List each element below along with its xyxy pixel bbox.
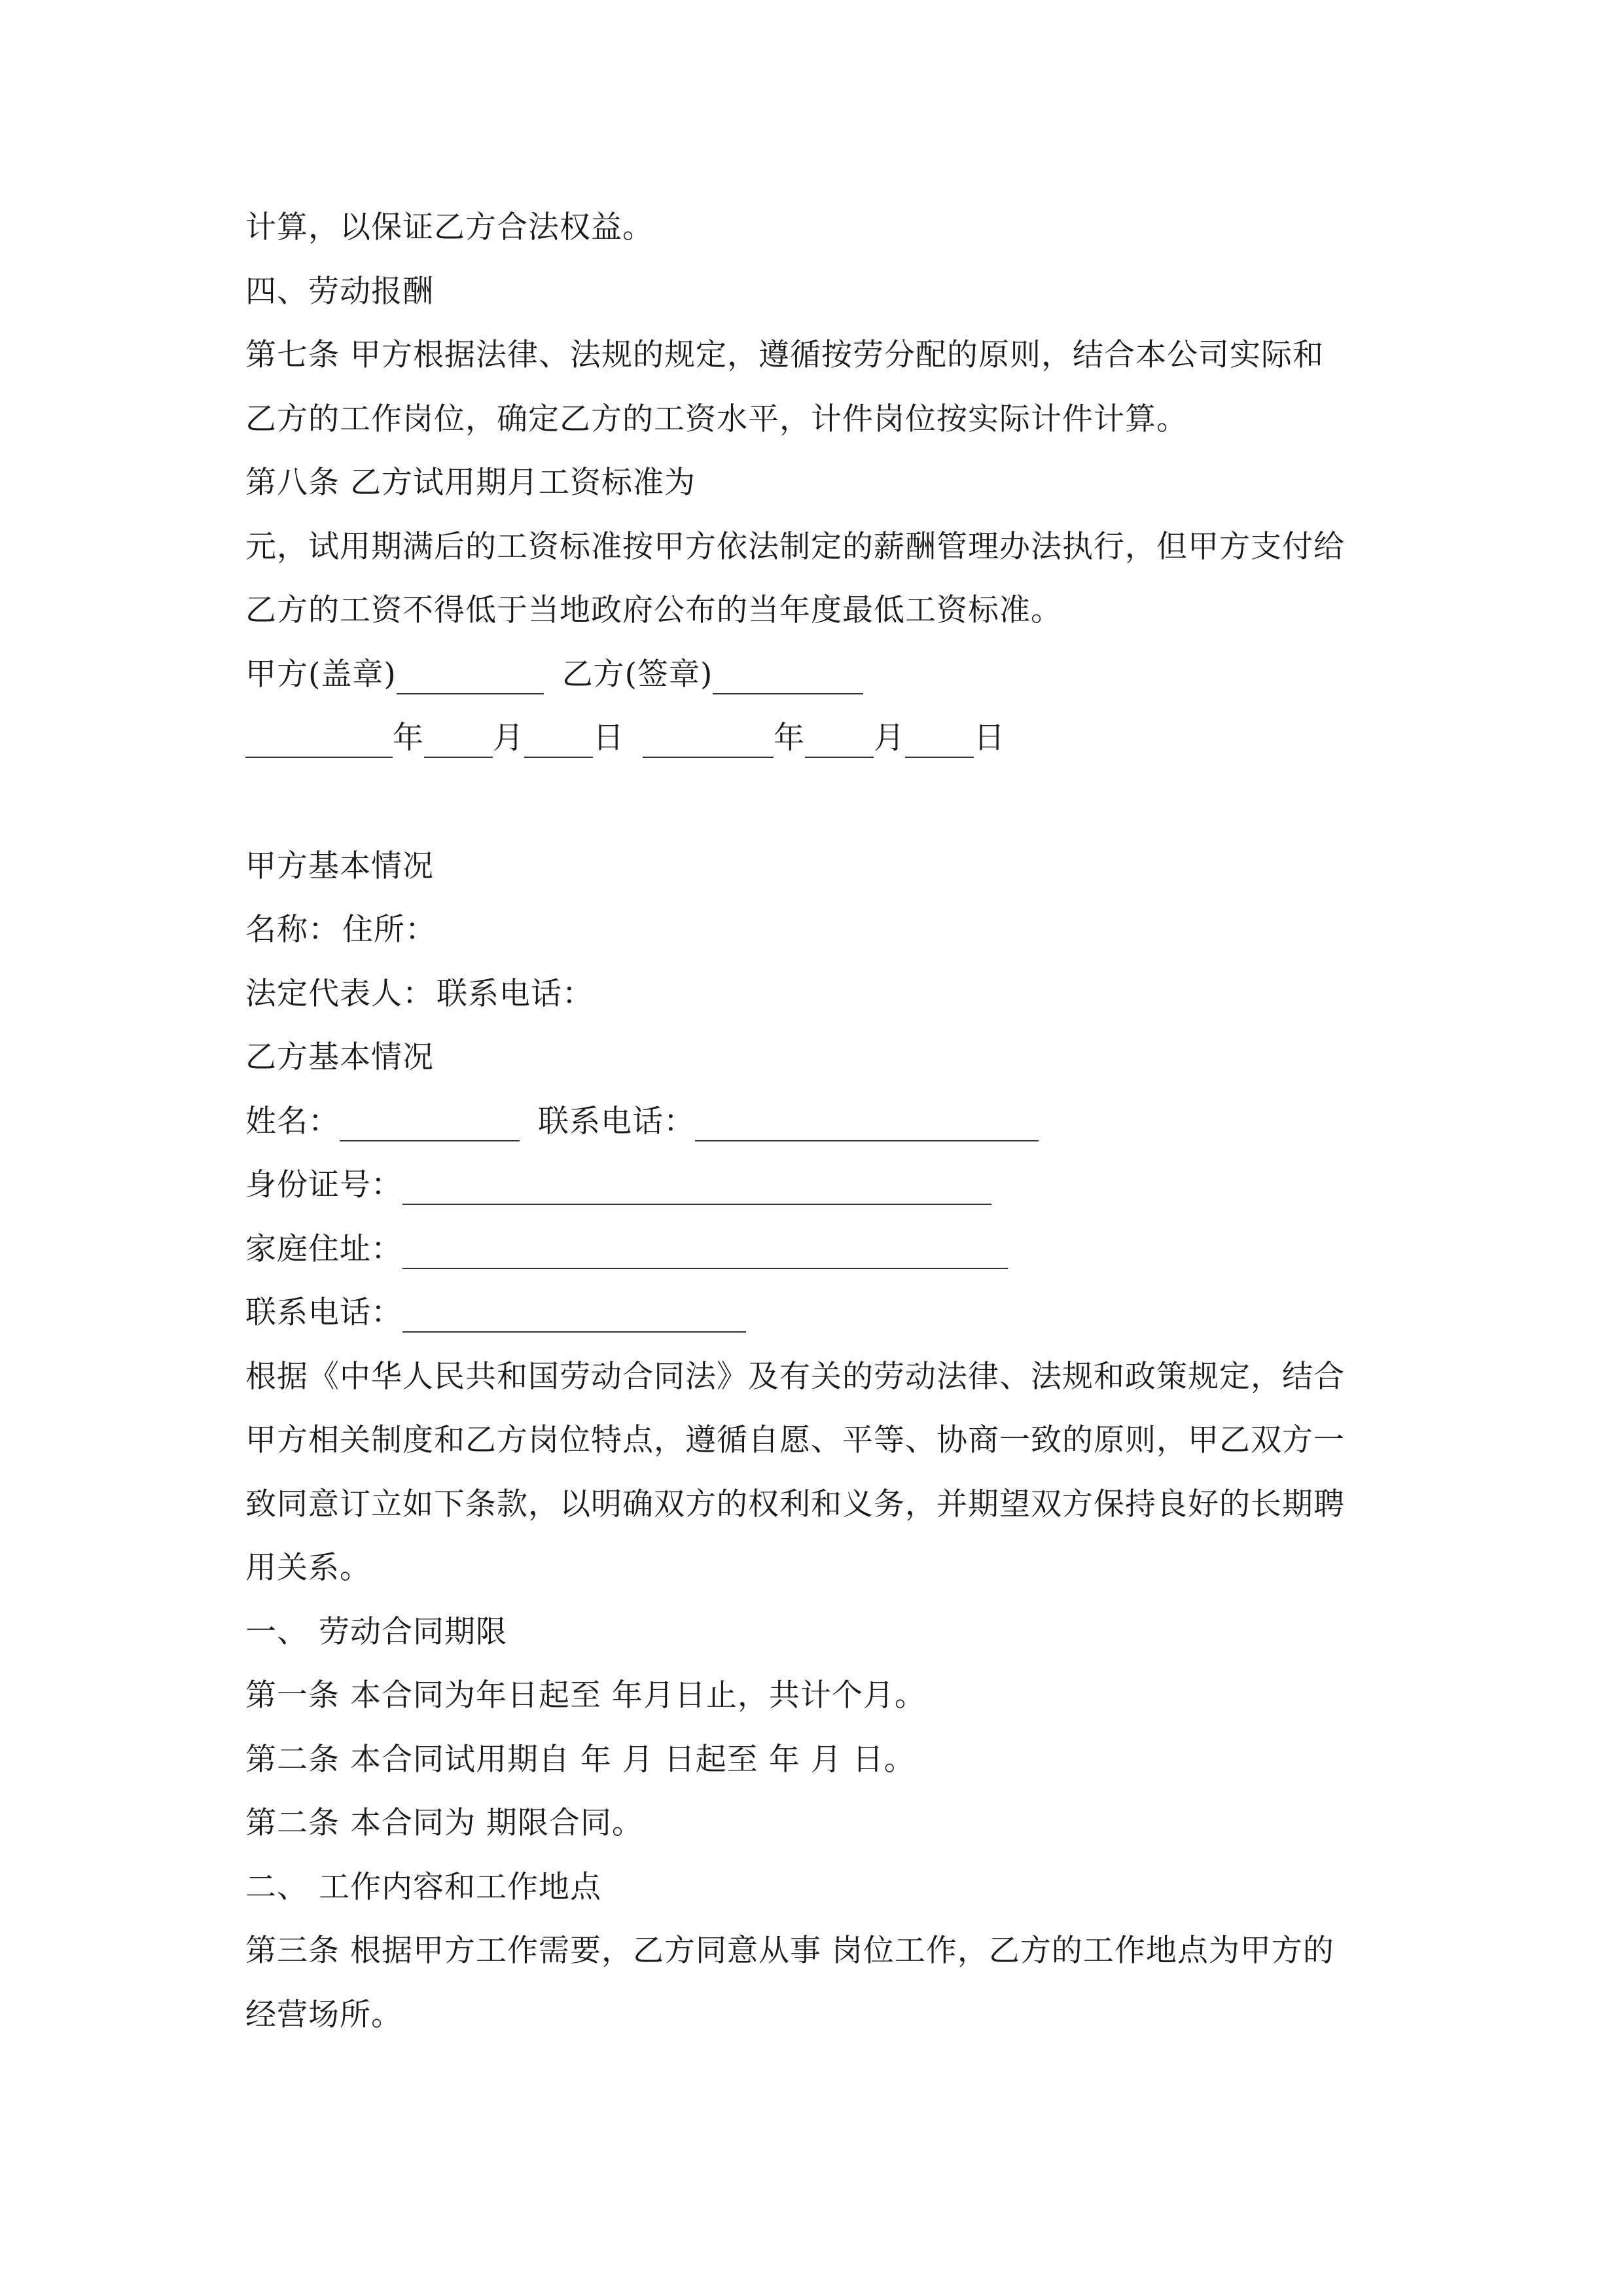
party-a-address-label: 住所： — [342, 912, 437, 948]
article-8-line-1: 第八条 乙方试用期月工资标准为 — [245, 465, 696, 501]
month-label: 月 — [493, 720, 524, 756]
month-label: 月 — [874, 720, 905, 756]
article-3-line-2: 经营场所。 — [245, 1997, 402, 2033]
date-b-year-blank[interactable] — [643, 728, 774, 758]
party-b-name-blank[interactable] — [340, 1111, 520, 1141]
party-b-id-row — [245, 1166, 991, 1205]
party-b-heading: 乙方基本情况 — [245, 1039, 434, 1075]
date-a-day-blank[interactable] — [524, 728, 593, 758]
section-heading-remuneration: 四、劳动报酬 — [245, 274, 434, 310]
party-a-seal-label: 甲方(盖章) — [245, 656, 397, 692]
preamble-line-2: 甲方相关制度和乙方岗位特点，遵循自愿、平等、协商一致的原则，甲乙双方一 — [245, 1422, 1345, 1458]
preamble-line-1: 根据《中华人民共和国劳动合同法》及有关的劳动法律、法规和政策规定，结合 — [245, 1359, 1345, 1395]
article-3-line-1: 第三条 根据甲方工作需要，乙方同意从事 岗位工作，乙方的工作地点为甲方的 — [245, 1933, 1334, 1969]
article-7-line-2: 乙方的工作岗位，确定乙方的工资水平，计件岗位按实际计件计算。 — [245, 401, 1188, 437]
party-b-id-blank[interactable] — [402, 1175, 991, 1205]
party-b-home-row — [245, 1230, 1008, 1269]
party-b-home-blank[interactable] — [402, 1239, 1008, 1269]
party-b-phone2-label: 联系电话： — [245, 1295, 402, 1331]
text-line: 计算，以保证乙方合法权益。 — [245, 209, 654, 245]
party-a-heading: 甲方基本情况 — [245, 848, 434, 884]
party-b-home-label: 家庭住址： — [245, 1231, 402, 1267]
party-b-name-phone-row — [245, 1102, 1039, 1141]
party-a-seal-blank[interactable] — [397, 664, 544, 694]
date-b-month-blank[interactable] — [805, 728, 874, 758]
party-b-name-label: 姓名： — [245, 1103, 340, 1139]
preamble-line-4: 用关系。 — [245, 1550, 371, 1586]
party-a-name-label: 名称： — [245, 912, 340, 948]
year-label: 年 — [774, 720, 805, 756]
article-1-line: 第一条 本合同为年日起至 年月日止，共计个月。 — [245, 1677, 926, 1713]
date-b-day-blank[interactable] — [905, 728, 974, 758]
section-heading-term: 一、 劳动合同期限 — [245, 1614, 507, 1650]
party-b-sign-label: 乙方(签章) — [562, 656, 713, 692]
party-b-phone2-row — [245, 1293, 746, 1333]
signature-row — [245, 655, 863, 694]
article-7-line-1: 第七条 甲方根据法律、法规的规定，遵循按劳分配的原则，结合本公司实际和 — [245, 337, 1324, 373]
year-label: 年 — [393, 720, 424, 756]
party-a-phone-label: 联系电话： — [437, 976, 594, 1012]
date-row — [245, 719, 1005, 758]
day-label: 日 — [974, 720, 1005, 756]
party-b-id-label: 身份证号： — [245, 1167, 402, 1203]
date-a-month-blank[interactable] — [424, 728, 493, 758]
party-b-sign-blank[interactable] — [713, 664, 863, 694]
party-a-name-address-row — [245, 910, 437, 950]
day-label: 日 — [593, 720, 624, 756]
preamble-line-3: 致同意订立如下条款，以明确双方的权利和义务，并期望双方保持良好的长期聘 — [245, 1486, 1345, 1522]
party-a-rep-label: 法定代表人： — [245, 976, 434, 1012]
article-8-line-2: 元，试用期满后的工资标准按甲方依法制定的薪酬管理办法执行，但甲方支付给 — [245, 529, 1345, 565]
section-heading-work: 二、 工作内容和工作地点 — [245, 1869, 601, 1905]
party-b-phone-blank[interactable] — [695, 1111, 1039, 1141]
party-b-phone-label: 联系电话： — [538, 1103, 695, 1139]
article-2-term-line: 第二条 本合同为 期限合同。 — [245, 1805, 643, 1841]
article-2-probation-line: 第二条 本合同试用期自 年 月 日起至 年 月 日。 — [245, 1742, 916, 1778]
article-8-line-3: 乙方的工资不得低于当地政府公布的当年度最低工资标准。 — [245, 592, 1062, 628]
party-a-rep-phone-row — [245, 975, 594, 1014]
party-b-phone2-blank[interactable] — [402, 1302, 746, 1333]
date-a-year-blank[interactable] — [245, 728, 393, 758]
